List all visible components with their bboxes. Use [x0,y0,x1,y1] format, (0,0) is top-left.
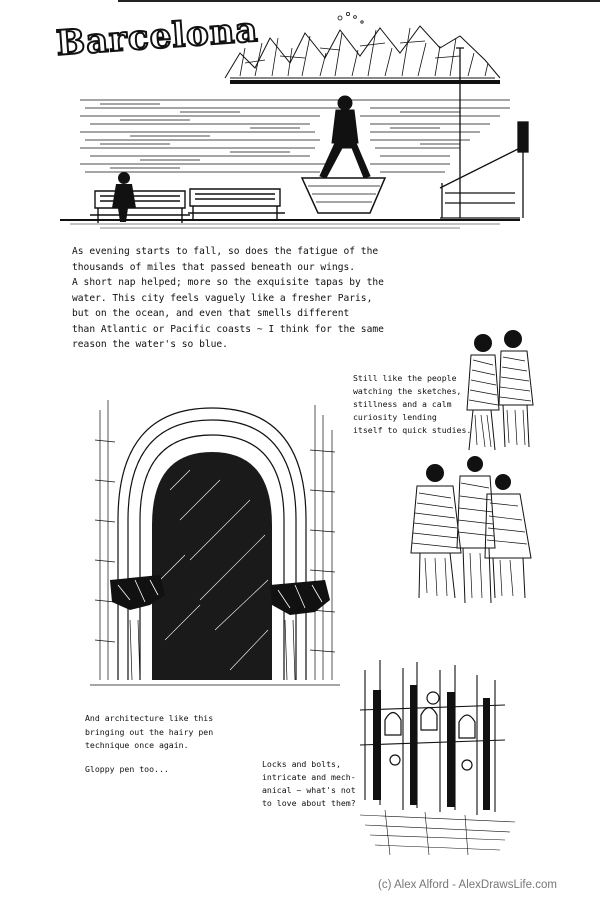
top-rule [118,0,600,2]
intro-line: reason the water's so blue. [72,339,228,350]
archway-sketch [90,380,345,700]
intro-line: water. This city feels vaguely like a fresher Paris, [72,292,373,304]
locks-note-line: Locks and bolts, [262,759,341,769]
locks-note-line: intricate and mech- [262,772,356,782]
people-note-line: stillness and a calm [353,399,452,409]
intro-line: A short nap helped; more so the exquisite tapas by the [72,277,384,288]
people-note-line: Still like the people [353,373,457,383]
locks-note-line: anical ~ what's not [262,785,356,795]
architecture-note-extra: Gloppy pen too... [85,764,169,774]
locks-note [262,758,356,810]
architecture-note [85,712,213,753]
copyright-credit: (c) Alex Alford - AlexDrawsLife.com [378,879,557,891]
intro-line: As evening starts to fall, so does the fatigue of the [72,246,379,257]
people-note-line: curiosity lending [353,412,437,422]
locks-sketch [355,650,520,860]
intro-line: thousands of miles that passed beneath our wings. [72,261,356,273]
locks-note-line: to love about them? [262,798,356,808]
people-note [353,372,471,437]
architecture-note-line: technique once again. [85,740,189,750]
intro-line: but on the ocean, and even that smells different [72,308,350,319]
architecture-note-line: And architecture like this [85,713,214,723]
people-note-line: watching the sketches, [353,386,462,396]
architecture-note-line: bringing out the hairy pen [85,726,214,737]
intro-paragraph [72,244,384,353]
page-title: Barcelona [55,9,260,64]
people-sketch-top [455,325,550,455]
intro-line: than Atlantic or Pacific coasts ~ I think for the same [72,323,384,335]
people-note-line: itself to quick studies. [353,425,472,435]
people-sketch-middle [405,448,540,608]
